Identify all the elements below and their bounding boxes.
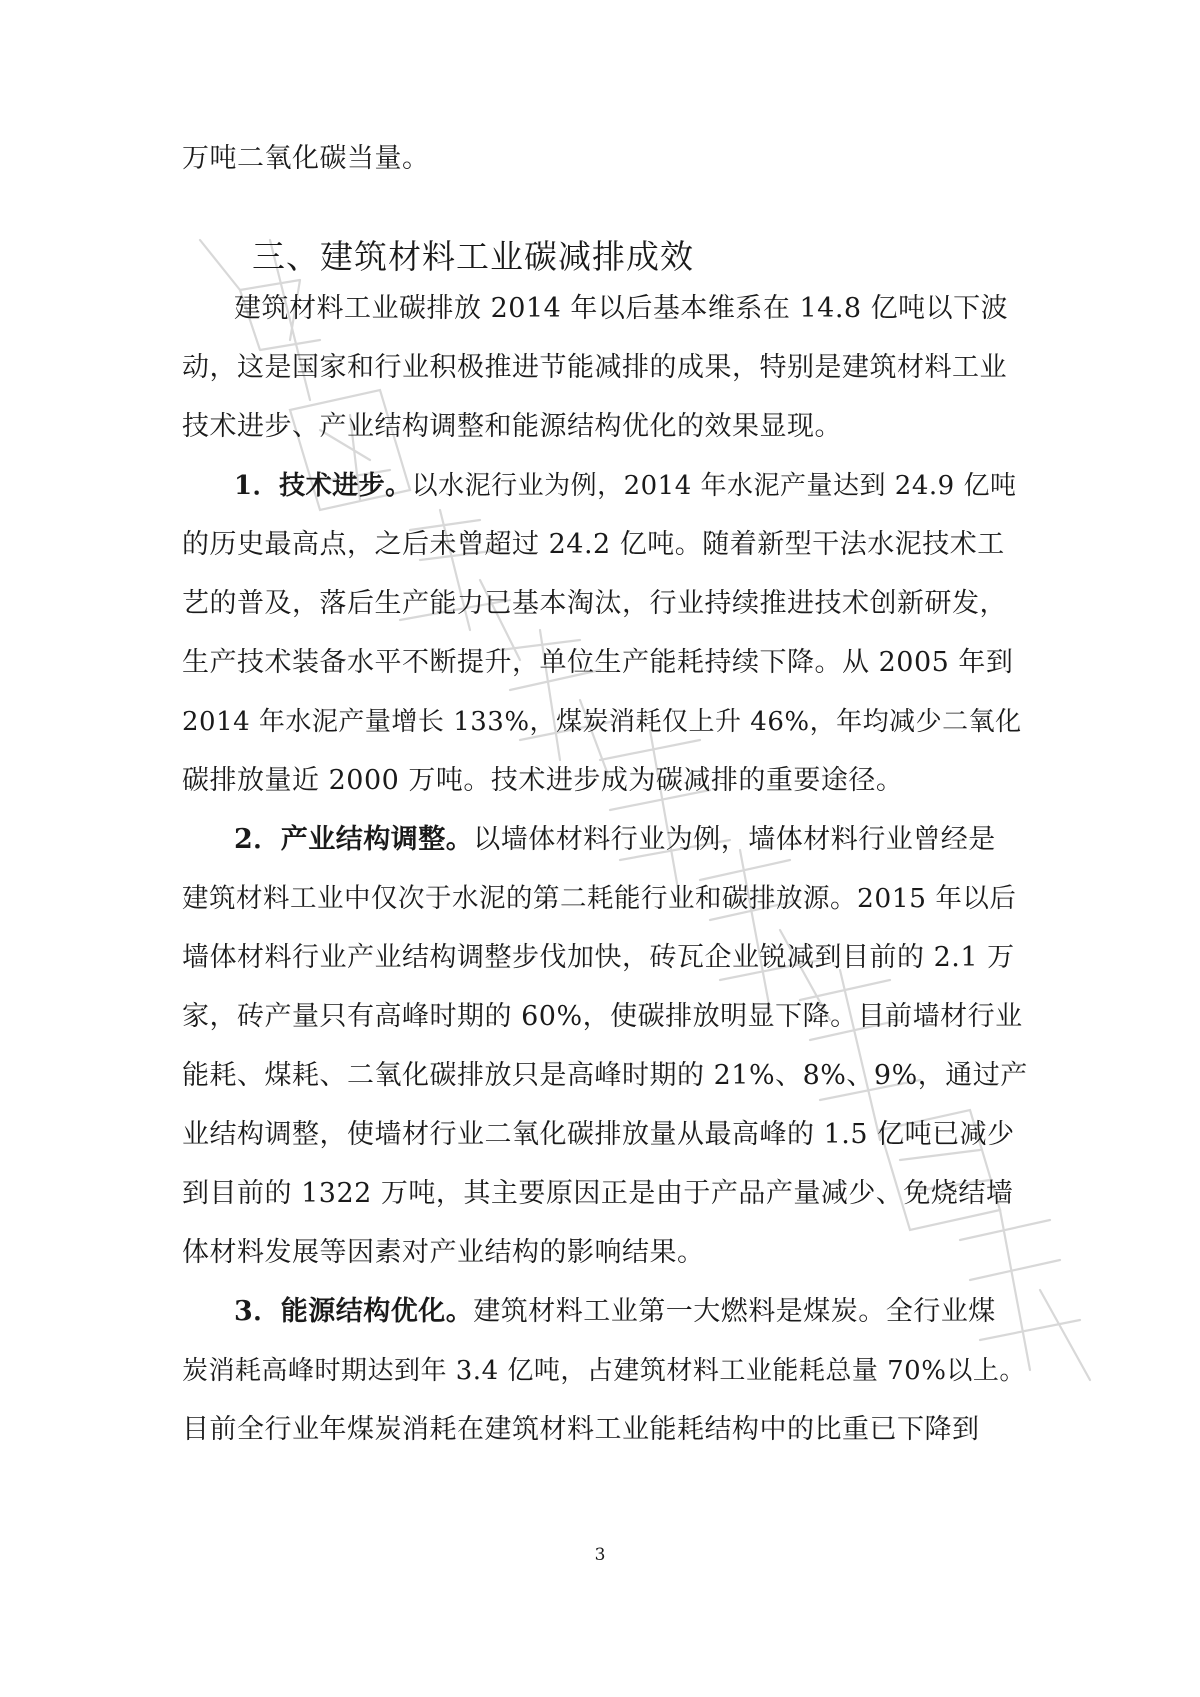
text-segment: 2014 年水泥产量增长 133%，煤炭消耗仅上升 46%，年均减少二氧化 [182,707,1022,737]
text-line [182,940,1028,976]
text-segment: 能耗、煤耗、二氧化碳排放只是高峰时期的 21%、8%、9%，通过产 [182,1060,1028,1091]
text-segment: 以墙体材料行业为例，墙体材料行业曾经是 [473,824,996,855]
paragraph-lead-in: 1．技术进步。 [234,471,412,501]
text-segment: 墙体材料行业产业结构调整步伐加快，砖瓦企业锐减到目前的 2.1 万 [182,942,1015,973]
text-line [182,1412,1028,1448]
text-segment: 生产技术装备水平不断提升，单位生产能耗持续下降。从 2005 年到 [182,647,1014,678]
text-segment: 技术进步、产业结构调整和能源结构优化的效果显现。 [182,411,842,442]
text-line [234,468,1028,504]
text-segment: 建筑材料工业中仅次于水泥的第二耗能行业和碳排放源。2015 年以后 [182,883,1017,914]
text-segment: 建筑材料工业碳排放 2014 年以后基本维系在 14.8 亿吨以下波 [234,293,1009,324]
text-line [182,645,1028,681]
text-segment: 业结构调整，使墙材行业二氧化碳排放量从最高峰的 1.5 亿吨已减少 [182,1119,1015,1150]
text-segment: 体材料发展等因素对产业结构的影响结果。 [182,1237,705,1268]
text-line [182,141,1028,177]
text-line [182,1058,1028,1094]
text-segment: 艺的普及，落后生产能力已基本淘汰，行业持续推进技术创新研发， [182,588,1007,619]
text-segment: 以水泥行业为例，2014 年水泥产量达到 24.9 亿吨 [411,471,1017,501]
text-line [234,822,1028,858]
text-segment: 家，砖产量只有高峰时期的 60%，使碳排放明显下降。目前墙材行业 [182,1001,1023,1032]
paragraph-lead-in: 2．产业结构调整。 [234,824,474,855]
text-segment: 碳排放量近 2000 万吨。技术进步成为碳减排的重要途径。 [182,765,904,796]
text-segment: 动，这是国家和行业积极推进节能减排的成果，特别是建筑材料工业 [182,352,1007,383]
text-line [182,704,1028,740]
text-segment: 万吨二氧化碳当量。 [182,143,430,174]
text-line [182,350,1028,386]
text-segment: 目前全行业年煤炭消耗在建筑材料工业能耗结构中的比重已下降到 [182,1414,980,1445]
text-line [182,586,1028,622]
text-segment: 炭消耗高峰时期达到年 3.4 亿吨，占建筑材料工业能耗总量 70%以上。 [182,1356,1026,1386]
text-line [182,1235,1028,1271]
text-line [182,1176,1028,1212]
text-segment: 的历史最高点，之后未曾超过 24.2 亿吨。随着新型干法水泥技术工 [182,529,1005,560]
text-line [182,763,1028,799]
text-line [234,291,1028,327]
page-number: 3 [594,1545,606,1565]
paragraph-lead-in: 3．能源结构优化。 [234,1296,474,1327]
text-line [182,409,1028,445]
section-heading: 三、建筑材料工业碳减排成效 [252,237,694,276]
text-line [182,527,1028,563]
text-line [182,881,1028,917]
text-line [182,1353,1028,1389]
text-line [182,999,1028,1035]
text-segment: 到目前的 1322 万吨，其主要原因正是由于产品产量减少、免烧结墙 [182,1178,1014,1209]
text-line [234,1294,1028,1330]
text-segment: 建筑材料工业第一大燃料是煤炭。全行业煤 [473,1296,996,1327]
text-line [182,1117,1028,1153]
